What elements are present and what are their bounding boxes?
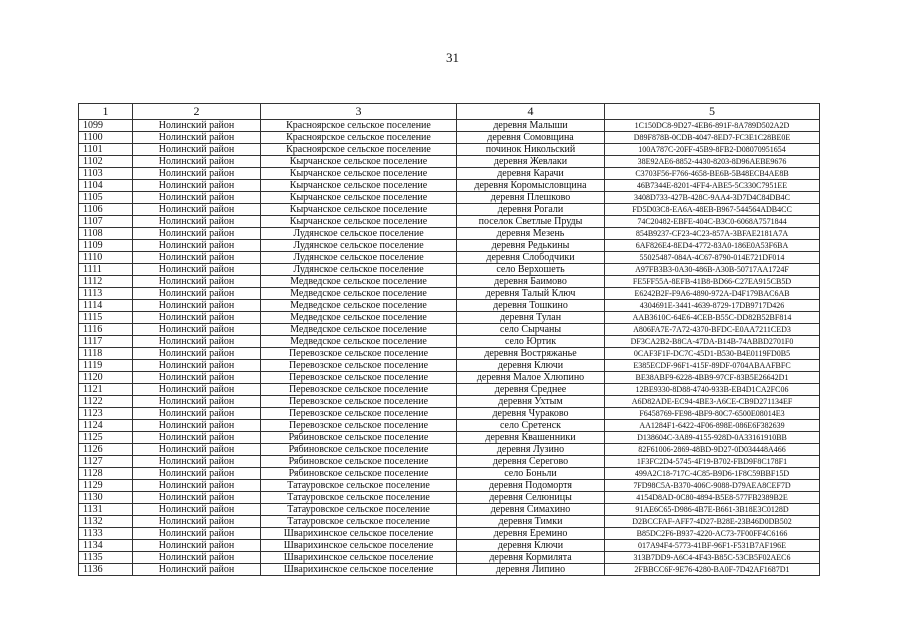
locality-cell: деревня Чураково — [457, 408, 605, 420]
district-cell: Нолинский район — [133, 360, 261, 372]
guid-cell: A806FA7E-7A72-4370-BFDC-E0AA7211CED3 — [605, 324, 820, 336]
locality-cell: село Боньли — [457, 468, 605, 480]
row-number-cell: 1113 — [79, 288, 133, 300]
district-cell: Нолинский район — [133, 216, 261, 228]
locality-cell: деревня Симахино — [457, 504, 605, 516]
district-cell: Нолинский район — [133, 432, 261, 444]
guid-cell: DF3CA2B2-B8CA-47DA-B14B-74ABBD2701F0 — [605, 336, 820, 348]
table-row — [79, 432, 820, 444]
locality-cell: деревня Жевлаки — [457, 156, 605, 168]
district-cell: Нолинский район — [133, 240, 261, 252]
guid-cell: 82F61006-2869-48BD-9D27-0D034448A466 — [605, 444, 820, 456]
settlement-cell: Лудянское сельское поселение — [261, 240, 457, 252]
guid-cell: BE38ABF9-6228-4BB9-97CF-83B5E26642D1 — [605, 372, 820, 384]
table-row — [79, 564, 820, 576]
district-cell: Нолинский район — [133, 228, 261, 240]
guid-cell: 4154D8AD-0C80-4894-B5E8-577FB2389B2E — [605, 492, 820, 504]
table-row — [79, 240, 820, 252]
locality-cell: деревня Тошкино — [457, 300, 605, 312]
district-cell: Нолинский район — [133, 396, 261, 408]
settlement-cell: Перевозское сельское поселение — [261, 372, 457, 384]
guid-cell: 100A787C-20FF-45B9-8FB2-D08070951654 — [605, 144, 820, 156]
table-row — [79, 336, 820, 348]
table-row — [79, 396, 820, 408]
row-number-cell: 1108 — [79, 228, 133, 240]
district-cell: Нолинский район — [133, 492, 261, 504]
settlement-cell: Шварихинское сельское поселение — [261, 528, 457, 540]
locality-cell: деревня Селюницы — [457, 492, 605, 504]
district-cell: Нолинский район — [133, 552, 261, 564]
table-body — [79, 120, 820, 576]
locality-cell: деревня Ключи — [457, 540, 605, 552]
row-number-cell: 1105 — [79, 192, 133, 204]
locality-cell: деревня Ключи — [457, 360, 605, 372]
guid-cell: A6D82ADE-EC94-4BE3-A6CE-CB9D271134EF — [605, 396, 820, 408]
table-row — [79, 180, 820, 192]
settlement-cell: Перевозское сельское поселение — [261, 420, 457, 432]
settlement-cell: Рябиновское сельское поселение — [261, 456, 457, 468]
locality-cell: деревня Редькины — [457, 240, 605, 252]
locality-cell: деревня Коромысловщина — [457, 180, 605, 192]
row-number-cell: 1100 — [79, 132, 133, 144]
locality-cell: деревня Карачи — [457, 168, 605, 180]
row-number-cell: 1101 — [79, 144, 133, 156]
district-cell: Нолинский район — [133, 276, 261, 288]
row-number-cell: 1109 — [79, 240, 133, 252]
guid-cell: 74C20482-EBFE-404C-B3C0-6068A7571844 — [605, 216, 820, 228]
guid-cell: E385ECDF-96F1-415F-89DF-0704ABAAFBFC — [605, 360, 820, 372]
settlement-cell: Кырчанское сельское поселение — [261, 216, 457, 228]
settlement-cell: Рябиновское сельское поселение — [261, 432, 457, 444]
table-row — [79, 204, 820, 216]
settlement-cell: Шварихинское сельское поселение — [261, 564, 457, 576]
table-row — [79, 288, 820, 300]
locality-cell: деревня Среднее — [457, 384, 605, 396]
page-number: 31 — [446, 50, 459, 65]
district-cell: Нолинский район — [133, 288, 261, 300]
row-number-cell: 1111 — [79, 264, 133, 276]
district-cell: Нолинский район — [133, 156, 261, 168]
row-number-cell: 1103 — [79, 168, 133, 180]
table-row — [79, 300, 820, 312]
district-cell: Нолинский район — [133, 516, 261, 528]
table-row — [79, 348, 820, 360]
row-number-cell: 1107 — [79, 216, 133, 228]
locality-cell: деревня Малое Хлюпино — [457, 372, 605, 384]
guid-cell: E6242B2F-F9A6-4890-972A-D4F179BAC6AB — [605, 288, 820, 300]
guid-cell: AA1284F1-6422-4F06-898E-086E6F382639 — [605, 420, 820, 432]
settlement-cell: Татауровское сельское поселение — [261, 492, 457, 504]
locality-cell: деревня Тулан — [457, 312, 605, 324]
district-cell: Нолинский район — [133, 444, 261, 456]
column-header-number: 1 — [79, 104, 133, 120]
locality-cell: починок Никольский — [457, 144, 605, 156]
table-row — [79, 132, 820, 144]
district-cell: Нолинский район — [133, 540, 261, 552]
settlement-cell: Медведское сельское поселение — [261, 324, 457, 336]
district-cell: Нолинский район — [133, 324, 261, 336]
row-number-cell: 1128 — [79, 468, 133, 480]
table-row — [79, 276, 820, 288]
row-number-cell: 1118 — [79, 348, 133, 360]
locality-cell: деревня Талый Ключ — [457, 288, 605, 300]
locality-cell: деревня Мезень — [457, 228, 605, 240]
guid-cell: 38E92AE6-8852-4430-8203-8D96AEBE9676 — [605, 156, 820, 168]
guid-cell: 1C150DC8-9D27-4EB6-891F-8A789D502A2D — [605, 120, 820, 132]
guid-cell: 2FBBCC6F-9E76-4280-BA0F-7D42AF1687D1 — [605, 564, 820, 576]
district-cell: Нолинский район — [133, 300, 261, 312]
district-cell: Нолинский район — [133, 192, 261, 204]
table-row — [79, 324, 820, 336]
settlement-cell: Перевозское сельское поселение — [261, 408, 457, 420]
row-number-cell: 1122 — [79, 396, 133, 408]
guid-cell: 7FD98C5A-B370-406C-9088-D79AEA8CEF7D — [605, 480, 820, 492]
locality-cell: деревня Липино — [457, 564, 605, 576]
table-row — [79, 228, 820, 240]
locality-cell: село Юртик — [457, 336, 605, 348]
row-number-cell: 1133 — [79, 528, 133, 540]
settlement-cell: Красноярское сельское поселение — [261, 120, 457, 132]
guid-cell: D2BCCFAF-AFF7-4D27-B28E-23B46D0DB502 — [605, 516, 820, 528]
row-number-cell: 1110 — [79, 252, 133, 264]
settlement-cell: Кырчанское сельское поселение — [261, 204, 457, 216]
locality-cell: деревня Серегово — [457, 456, 605, 468]
row-number-cell: 1127 — [79, 456, 133, 468]
district-cell: Нолинский район — [133, 564, 261, 576]
locality-cell: деревня Тимки — [457, 516, 605, 528]
settlement-cell: Медведское сельское поселение — [261, 276, 457, 288]
district-cell: Нолинский район — [133, 480, 261, 492]
guid-cell: 313B7DD9-A6C4-4F43-B85C-53CB5F02AEC6 — [605, 552, 820, 564]
guid-cell: D89F878B-0CDB-4047-8ED7-FC3E1C28BE0E — [605, 132, 820, 144]
district-cell: Нолинский район — [133, 144, 261, 156]
district-cell: Нолинский район — [133, 372, 261, 384]
row-number-cell: 1132 — [79, 516, 133, 528]
district-cell: Нолинский район — [133, 468, 261, 480]
column-header-settlement: 3 — [261, 104, 457, 120]
settlement-cell: Перевозское сельское поселение — [261, 348, 457, 360]
table-row — [79, 156, 820, 168]
row-number-cell: 1125 — [79, 432, 133, 444]
row-number-cell: 1115 — [79, 312, 133, 324]
table-row — [79, 216, 820, 228]
row-number-cell: 1131 — [79, 504, 133, 516]
row-number-cell: 1123 — [79, 408, 133, 420]
guid-cell: 1F3FC2D4-5745-4F19-B702-FBD9F8C178F1 — [605, 456, 820, 468]
row-number-cell: 1120 — [79, 372, 133, 384]
settlement-cell: Рябиновское сельское поселение — [261, 468, 457, 480]
table-row — [79, 504, 820, 516]
guid-cell: 3408D733-427B-428C-9AA4-3D7D4C84DB4C — [605, 192, 820, 204]
column-header-locality: 4 — [457, 104, 605, 120]
settlement-cell: Медведское сельское поселение — [261, 336, 457, 348]
locality-cell: деревня Подомортя — [457, 480, 605, 492]
settlement-cell: Лудянское сельское поселение — [261, 252, 457, 264]
guid-cell: AAB3610C-64E6-4CEB-B55C-DD82B52BF814 — [605, 312, 820, 324]
guid-cell: 499A2C18-717C-4C85-B9D6-1F8C59BBF15D — [605, 468, 820, 480]
row-number-cell: 1099 — [79, 120, 133, 132]
row-number-cell: 1136 — [79, 564, 133, 576]
settlement-cell: Кырчанское сельское поселение — [261, 180, 457, 192]
row-number-cell: 1112 — [79, 276, 133, 288]
settlement-cell: Шварихинское сельское поселение — [261, 552, 457, 564]
row-number-cell: 1102 — [79, 156, 133, 168]
row-number-cell: 1114 — [79, 300, 133, 312]
locality-cell: деревня Плешково — [457, 192, 605, 204]
locality-cell: деревня Малыши — [457, 120, 605, 132]
settlement-cell: Перевозское сельское поселение — [261, 396, 457, 408]
row-number-cell: 1124 — [79, 420, 133, 432]
guid-cell: 12BE9330-8D88-4740-933B-EB4D1CA2FC06 — [605, 384, 820, 396]
settlement-cell: Кырчанское сельское поселение — [261, 156, 457, 168]
settlement-cell: Перевозское сельское поселение — [261, 360, 457, 372]
settlement-cell: Лудянское сельское поселение — [261, 264, 457, 276]
district-cell: Нолинский район — [133, 252, 261, 264]
table-row — [79, 144, 820, 156]
district-cell: Нолинский район — [133, 408, 261, 420]
guid-cell: A97FB3B3-0A30-486B-A30B-50717AA1724F — [605, 264, 820, 276]
table-row — [79, 252, 820, 264]
district-cell: Нолинский район — [133, 348, 261, 360]
row-number-cell: 1104 — [79, 180, 133, 192]
district-cell: Нолинский район — [133, 132, 261, 144]
locality-cell: деревня Рогали — [457, 204, 605, 216]
settlement-cell: Татауровское сельское поселение — [261, 504, 457, 516]
table-row — [79, 372, 820, 384]
district-cell: Нолинский район — [133, 456, 261, 468]
guid-cell: 46B7344E-8201-4FF4-ABE5-5C330C7951EE — [605, 180, 820, 192]
district-cell: Нолинский район — [133, 336, 261, 348]
table-row — [79, 492, 820, 504]
settlements-table — [78, 103, 820, 576]
guid-cell: C3703F56-F766-4658-BE6B-5B48ECB4AE8B — [605, 168, 820, 180]
table-row — [79, 312, 820, 324]
locality-cell: поселок Светлые Пруды — [457, 216, 605, 228]
table-row — [79, 516, 820, 528]
locality-cell: деревня Лузино — [457, 444, 605, 456]
row-number-cell: 1135 — [79, 552, 133, 564]
guid-cell: B85DC2F6-B937-4220-AC73-7F00FF4C6166 — [605, 528, 820, 540]
settlement-cell: Лудянское сельское поселение — [261, 228, 457, 240]
settlement-cell: Кырчанское сельское поселение — [261, 192, 457, 204]
district-cell: Нолинский район — [133, 204, 261, 216]
table-row — [79, 528, 820, 540]
table-row — [79, 456, 820, 468]
district-cell: Нолинский район — [133, 504, 261, 516]
table-row — [79, 420, 820, 432]
row-number-cell: 1119 — [79, 360, 133, 372]
settlement-cell: Татауровское сельское поселение — [261, 480, 457, 492]
guid-cell: 854B9237-CF23-4C23-857A-3BFAE2181A7A — [605, 228, 820, 240]
settlement-cell: Медведское сельское поселение — [261, 300, 457, 312]
table-header-row — [79, 104, 820, 120]
district-cell: Нолинский район — [133, 120, 261, 132]
column-header-district: 2 — [133, 104, 261, 120]
row-number-cell: 1130 — [79, 492, 133, 504]
row-number-cell: 1117 — [79, 336, 133, 348]
district-cell: Нолинский район — [133, 420, 261, 432]
table-row — [79, 480, 820, 492]
locality-cell: деревня Слободчики — [457, 252, 605, 264]
table-row — [79, 408, 820, 420]
row-number-cell: 1129 — [79, 480, 133, 492]
row-number-cell: 1106 — [79, 204, 133, 216]
guid-cell: FD5D03C8-EA6A-48EB-B967-544564ADB4CC — [605, 204, 820, 216]
locality-cell: деревня Квашенники — [457, 432, 605, 444]
table-row — [79, 444, 820, 456]
table-row — [79, 360, 820, 372]
guid-cell: 55025487-084A-4C67-8790-014E721DF014 — [605, 252, 820, 264]
settlement-cell: Красноярское сельское поселение — [261, 144, 457, 156]
table-row — [79, 168, 820, 180]
district-cell: Нолинский район — [133, 384, 261, 396]
locality-cell: село Сырчаны — [457, 324, 605, 336]
guid-cell: 91AE6C65-D986-4B7E-B661-3B18E3C0128D — [605, 504, 820, 516]
settlement-cell: Перевозское сельское поселение — [261, 384, 457, 396]
column-header-guid: 5 — [605, 104, 820, 120]
table-row — [79, 468, 820, 480]
row-number-cell: 1116 — [79, 324, 133, 336]
table-row — [79, 552, 820, 564]
guid-cell: 6AF826E4-8ED4-4772-83A0-186E0A53F6BA — [605, 240, 820, 252]
settlement-cell: Рябиновское сельское поселение — [261, 444, 457, 456]
locality-cell: село Верхошеть — [457, 264, 605, 276]
locality-cell: деревня Еремино — [457, 528, 605, 540]
guid-cell: D138604C-3A89-4155-928D-0A33161910BB — [605, 432, 820, 444]
table-row — [79, 120, 820, 132]
locality-cell: деревня Ухтым — [457, 396, 605, 408]
table-row — [79, 192, 820, 204]
guid-cell: FE5FF55A-8EFB-41B8-BD66-C27EA915CB5D — [605, 276, 820, 288]
district-cell: Нолинский район — [133, 264, 261, 276]
district-cell: Нолинский район — [133, 528, 261, 540]
settlement-cell: Шварихинское сельское поселение — [261, 540, 457, 552]
table-row — [79, 264, 820, 276]
settlement-cell: Татауровское сельское поселение — [261, 516, 457, 528]
guid-cell: 017A94F4-5773-41BF-96F1-F531B7AF196E — [605, 540, 820, 552]
row-number-cell: 1126 — [79, 444, 133, 456]
guid-cell: 4304691E-3441-4639-8729-17DB9717D426 — [605, 300, 820, 312]
locality-cell: деревня Сомовщина — [457, 132, 605, 144]
row-number-cell: 1134 — [79, 540, 133, 552]
district-cell: Нолинский район — [133, 180, 261, 192]
settlement-cell: Медведское сельское поселение — [261, 288, 457, 300]
guid-cell: F6458769-FE98-4BF9-80C7-6500E08014E3 — [605, 408, 820, 420]
district-cell: Нолинский район — [133, 168, 261, 180]
table-row — [79, 540, 820, 552]
locality-cell: село Сретенск — [457, 420, 605, 432]
row-number-cell: 1121 — [79, 384, 133, 396]
settlement-cell: Медведское сельское поселение — [261, 312, 457, 324]
locality-cell: деревня Баимово — [457, 276, 605, 288]
locality-cell: деревня Востряжанье — [457, 348, 605, 360]
locality-cell: деревня Кормилята — [457, 552, 605, 564]
district-cell: Нолинский район — [133, 312, 261, 324]
settlement-cell: Красноярское сельское поселение — [261, 132, 457, 144]
guid-cell: 0CAF3F1F-DC7C-45D1-B530-B4E0119FD0B5 — [605, 348, 820, 360]
settlement-cell: Кырчанское сельское поселение — [261, 168, 457, 180]
table-row — [79, 384, 820, 396]
